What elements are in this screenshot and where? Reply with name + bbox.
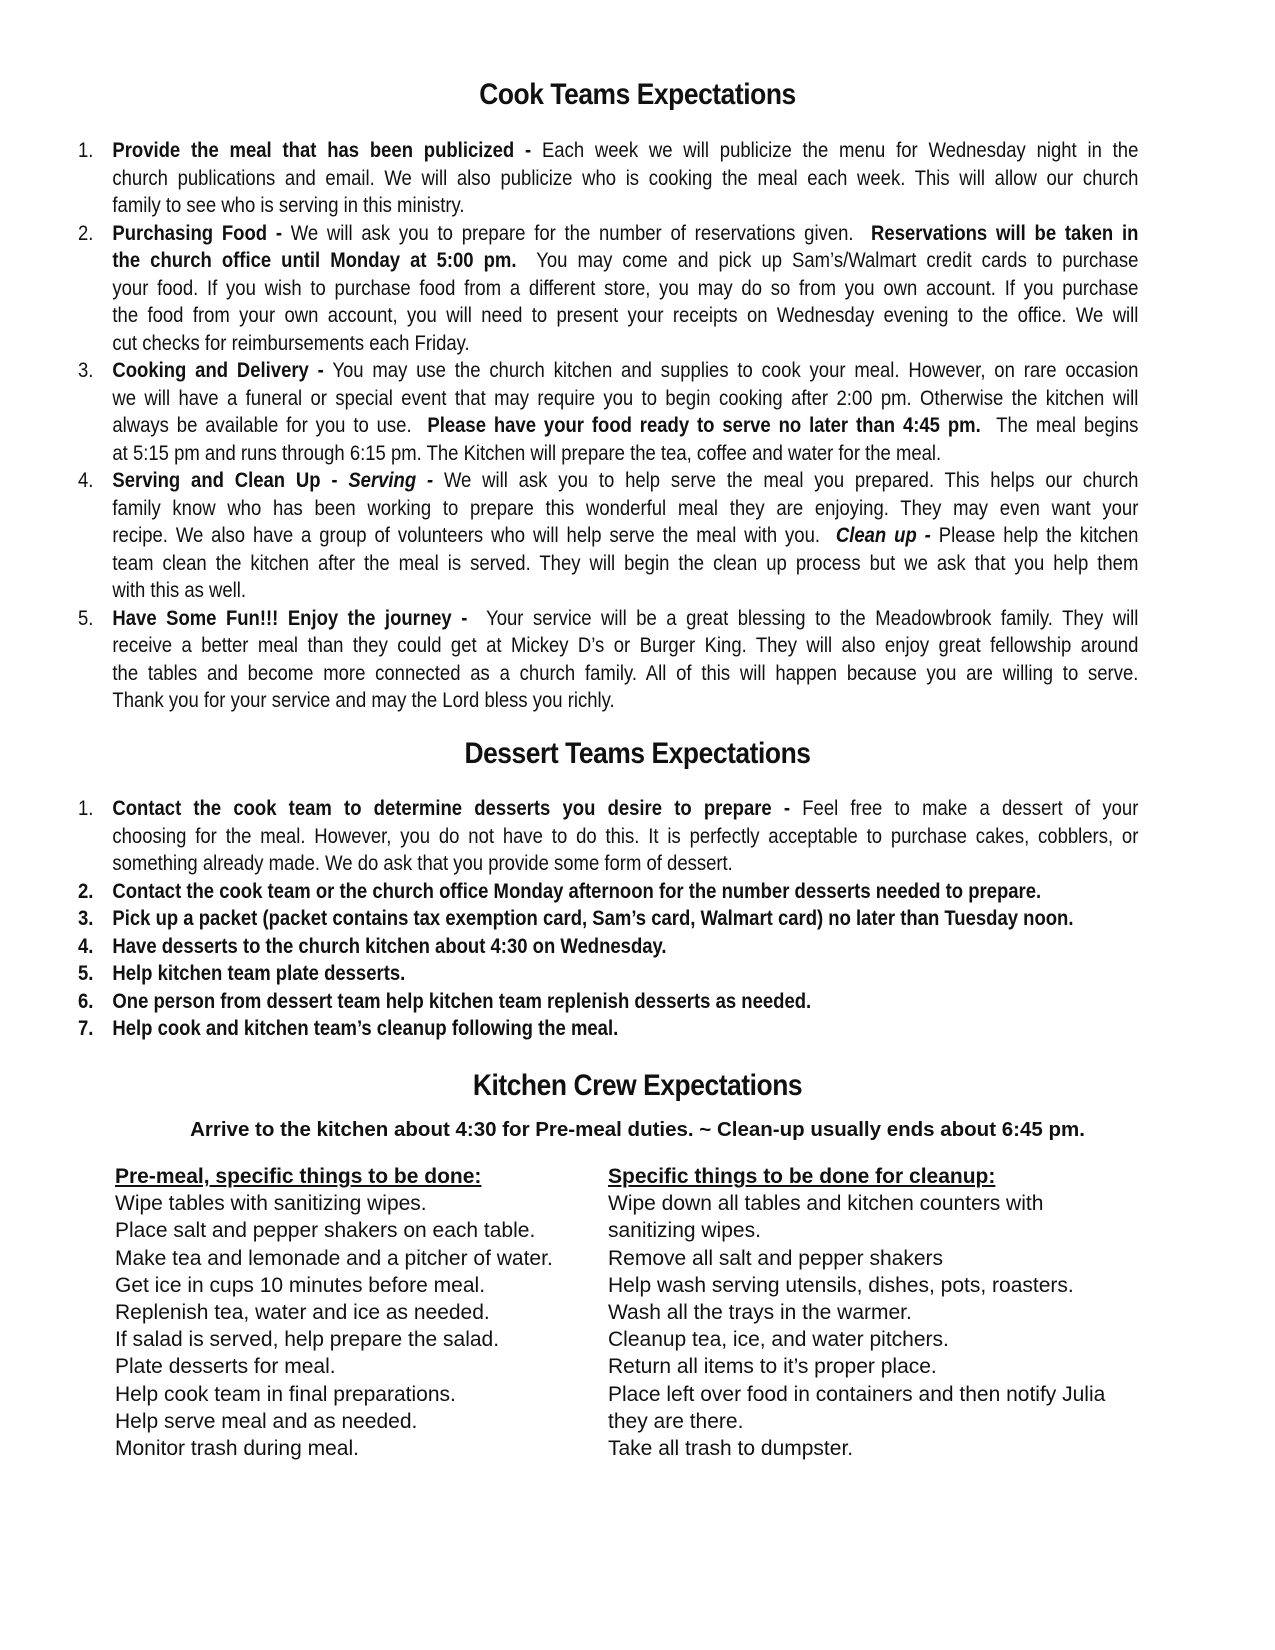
item-text: You may use the church kitchen and supplies to cook your meal. However, on rare occasion: [332, 358, 1139, 382]
item-lead: Cooking and Delivery -: [112, 358, 324, 382]
cleanup-heading: Specific things to be done for cleanup:: [608, 1165, 996, 1188]
dessert-item-4: [78, 933, 1138, 961]
cleanup-item: Take all trash to dumpster.: [608, 1437, 854, 1461]
pre-meal-item: Plate desserts for meal.: [115, 1355, 336, 1379]
item-text: Contact the cook team or the church office Monday afternoon for the number desserts needed to prepare.: [112, 878, 1042, 903]
cook-teams-title: Cook Teams Expectations: [479, 78, 796, 111]
item-number: 4.: [78, 933, 94, 958]
item-text: You may come and pick up Sam’s/Walmart credit cards to purchase: [536, 248, 1139, 272]
item-text: the food from your own account, you will need to present your receipts on Wednesday evening to the office. We will: [112, 303, 1139, 327]
item-text: with this as well.: [112, 578, 246, 602]
cook-item-3: [78, 357, 1138, 467]
cook-item-4: [78, 467, 1138, 605]
item-number: 4.: [78, 468, 94, 492]
pre-meal-item: Make tea and lemonade and a pitcher of water.: [115, 1246, 553, 1270]
item-text: we will have a funeral or special event that may require you to begin cooking after 2:00 pm. Otherwise the kitchen will: [112, 385, 1139, 410]
dessert-item-1: [78, 795, 1138, 878]
item-text: We will ask you to prepare for the number of reservations given.: [290, 220, 854, 245]
cleanup-item: Remove all salt and pepper shakers: [608, 1246, 944, 1270]
item-text: recipe. We also have a group of volunteers who will help serve the meal with you.: [112, 523, 821, 547]
cook-item-2: [78, 220, 1138, 358]
item-number: 2.: [78, 220, 94, 245]
item-lead: Serving and Clean Up -: [112, 468, 338, 492]
cleanup-item: Return all items to it’s proper place.: [608, 1355, 937, 1379]
kitchen-crew-title: Kitchen Crew Expectations: [472, 1069, 803, 1102]
item-text: Feel free to make a dessert of your: [802, 796, 1139, 820]
item-text: receive a better meal than they could get at Mickey D’s or Burger King. They will also enjoy great fellowship around: [112, 633, 1139, 657]
item-number: 5.: [78, 961, 94, 985]
item-text: the tables and become more connected as a church family. All of this will happen because you are willing to serve.: [112, 660, 1139, 685]
pre-meal-item: Replenish tea, water and ice as needed.: [115, 1301, 490, 1325]
item-text: at 5:15 pm and runs through 6:15 pm. The Kitchen will prepare the tea, coffee and water for the meal.: [112, 440, 942, 465]
cleanup-item: Help wash serving utensils, dishes, pots, roasters.: [608, 1273, 1074, 1297]
pre-meal-item: Help serve meal and as needed.: [115, 1409, 418, 1433]
pre-meal-item: Wipe tables with sanitizing wipes.: [115, 1192, 427, 1216]
cleanup-item: sanitizing wipes.: [608, 1219, 761, 1243]
item-lead: Have Some Fun!!! Enjoy the journey -: [112, 605, 468, 630]
dessert-item-7: [78, 1015, 1138, 1043]
item-number: 1.: [78, 138, 94, 162]
item-text: team clean the kitchen after the meal is served. They will begin the clean up process but we ask that you help them: [112, 550, 1139, 575]
item-text: something already made. We do ask that you provide some form of dessert.: [112, 851, 733, 875]
cleanup-item: Cleanup tea, ice, and water pitchers.: [608, 1328, 949, 1352]
pre-meal-item: Monitor trash during meal.: [115, 1437, 359, 1461]
item-subheading: Serving -: [348, 468, 434, 492]
item-text: family know who has been working to prepare this wonderful meal they are enjoying. They may even want your: [112, 495, 1139, 520]
kitchen-crew-subtitle: Arrive to the kitchen about 4:30 for Pre-meal duties. ~ Clean-up usually ends about 6:45 pm.: [190, 1118, 1085, 1141]
item-emphasis: the church office until Monday at 5:00 pm.: [112, 248, 517, 272]
cleanup-item: Wipe down all tables and kitchen counters with: [608, 1192, 1044, 1216]
item-text: We will ask you to help serve the meal you prepared. This helps our church: [443, 468, 1139, 492]
dessert-item-6: [78, 988, 1138, 1016]
item-number: 1.: [78, 796, 94, 820]
item-text: family to see who is serving in this ministry.: [112, 193, 465, 217]
item-text: Thank you for your service and may the Lord bless you richly.: [112, 688, 615, 712]
item-number: 2.: [78, 878, 94, 903]
item-text: cut checks for reimbursements each Friday.: [112, 330, 470, 355]
item-number: 6.: [78, 988, 94, 1013]
pre-meal-heading: Pre-meal, specific things to be done:: [115, 1165, 482, 1188]
pre-meal-item: Get ice in cups 10 minutes before meal.: [115, 1273, 486, 1297]
item-text: Pick up a packet (packet contains tax exemption card, Sam’s card, Walmart card) no later than Tuesday noon.: [112, 906, 1074, 930]
item-text: Have desserts to the church kitchen about 4:30 on Wednesday.: [112, 933, 667, 958]
dessert-teams-list: [78, 795, 1138, 1043]
cook-teams-list: [78, 137, 1138, 715]
item-text: your food. If you wish to purchase food from a different store, you may do so from you own account. If you purchase: [112, 275, 1139, 300]
dessert-item-2: [78, 878, 1138, 906]
cleanup-item: Place left over food in containers and then notify Julia: [608, 1382, 1106, 1406]
item-subheading: Clean up -: [835, 523, 931, 547]
item-text: Please help the kitchen: [938, 523, 1139, 547]
item-lead: Purchasing Food -: [112, 220, 282, 245]
item-text: church publications and email. We will also publicize who is cooking the meal each week. This will allow our church: [112, 165, 1139, 190]
cleanup-item: Wash all the trays in the warmer.: [608, 1301, 912, 1325]
dessert-item-3: [78, 905, 1138, 933]
cook-item-1: [78, 137, 1138, 220]
item-number: 5.: [78, 605, 94, 630]
item-number: 3.: [78, 358, 94, 382]
item-number: 3.: [78, 906, 94, 930]
item-text: The meal begins: [996, 413, 1139, 437]
cook-item-5: [78, 605, 1138, 715]
pre-meal-item: Help cook team in final preparations.: [115, 1382, 456, 1406]
item-emphasis: Please have your food ready to serve no later than 4:45 pm.: [427, 413, 981, 437]
cleanup-item: they are there.: [608, 1409, 744, 1433]
item-emphasis: Reservations will be taken in: [871, 220, 1139, 245]
item-lead: Provide the meal that has been publicized -: [112, 138, 532, 162]
item-text: always be available for you to use.: [112, 413, 412, 437]
dessert-item-5: [78, 960, 1138, 988]
item-lead: Contact the cook team to determine desserts you desire to prepare -: [112, 796, 791, 820]
item-text: Each week we will publicize the menu for Wednesday night in the: [541, 138, 1139, 162]
dessert-teams-title: Dessert Teams Expectations: [464, 737, 811, 770]
item-number: 7.: [78, 1016, 94, 1040]
pre-meal-list: [115, 1163, 585, 1462]
item-text: Help kitchen team plate desserts.: [112, 961, 406, 985]
item-text: Help cook and kitchen team’s cleanup following the meal.: [112, 1016, 619, 1040]
item-text: Your service will be a great blessing to the Meadowbrook family. They will: [486, 605, 1139, 630]
cleanup-list: [608, 1163, 1128, 1462]
pre-meal-item: Place salt and pepper shakers on each table.: [115, 1219, 536, 1243]
item-text: One person from dessert team help kitchen team replenish desserts as needed.: [112, 988, 812, 1013]
pre-meal-item: If salad is served, help prepare the salad.: [115, 1328, 500, 1352]
item-text: choosing for the meal. However, you do not have to do this. It is perfectly acceptable to purchase cakes, cobblers, or: [112, 823, 1139, 848]
